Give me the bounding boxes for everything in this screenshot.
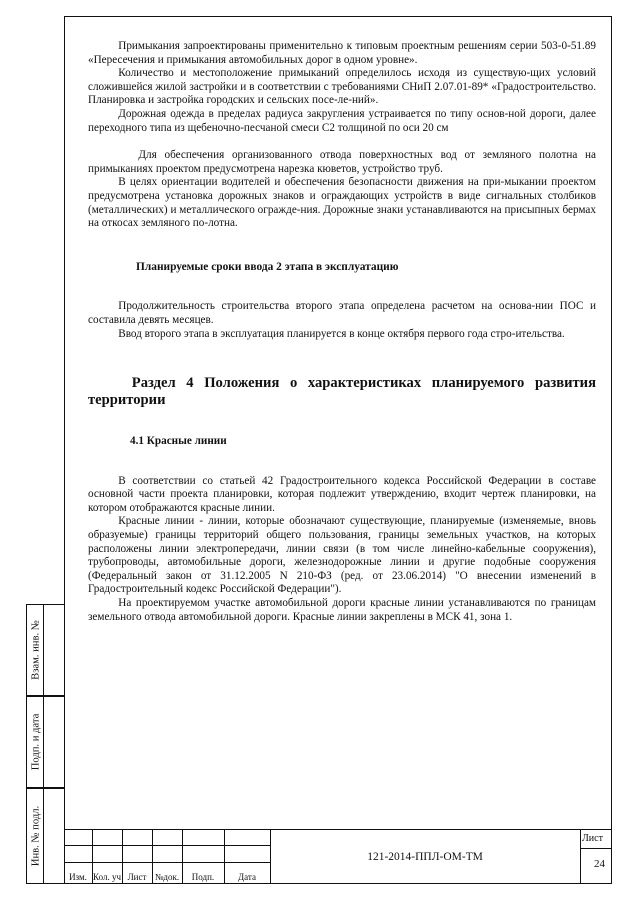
title-block bbox=[64, 829, 612, 884]
paragraph-duration: Продолжительность строительства второго этапа определена расчетом на основа-нии ПОС и составила девять месяцев. bbox=[88, 300, 596, 326]
paragraph-drainage: Для обеспечения организованного отвода поверхностных вод от земляного полотна на примыканиях проектом предусмотрена нарезка кюветов, устройство труб. bbox=[88, 149, 596, 175]
binding-strip bbox=[26, 604, 64, 884]
sheet-number: 24 bbox=[594, 858, 605, 870]
paragraph-pavement: Дорожная одежда в пределах радиуса закругления устраивается по типу основ-ной дороги, далее переходного типа из щебеночно-песчаной смеси С2 толщиной по оси 20 см bbox=[88, 107, 596, 134]
binding-label-inv-original: Инв. № подл. bbox=[30, 805, 42, 867]
document-body bbox=[88, 40, 596, 624]
stamp-col-count: Кол. уч bbox=[93, 872, 121, 882]
paragraph-red-lines-definition: Красные линии - линии, которые обозначают существующие, планируемые (изменяемые, вновь образуемые) границы территорий общего пользования, границы земельных участков, на которых расположены линии электропередачи, линии связи (в том числе линейно-кабельные сооружения), трубопроводы, автомобильные дороги, железнодорожные линии и другие подобные сооружения (Федеральный закон от 31.12.2005 N 210-ФЗ (ред. от 23.06.2014) "О внесении изменений в Градостроительный кодекс Российской Федерации"). bbox=[88, 515, 596, 596]
subsection-4-1-heading: 4.1 Красные линии bbox=[130, 435, 227, 448]
stamp-col-sheet: Лист bbox=[127, 872, 147, 882]
heading-stage-schedule: Планируемые сроки ввода 2 этапа в эксплуатацию bbox=[136, 260, 399, 273]
binding-label-inv-replace: Взам. инв. № bbox=[30, 620, 42, 680]
paragraph-article-42: В соответствии со статьей 42 Градостроительного кодекса Российской Федерации в составе основной части проекта планировки, которая подлежит утверждению, входит чертеж планировки, на котором отображаются красные линии. bbox=[88, 474, 596, 514]
paragraph-red-lines-site: На проектируемом участке автомобильной дороги красные линии устанавливаются по границам земельного отвода автомобильной дороги. Красные линии закреплены в МСК 41, зона 1. bbox=[88, 597, 596, 623]
binding-cell-inv-original bbox=[26, 788, 64, 884]
binding-cell-inv-replace bbox=[26, 604, 64, 696]
binding-label-sign-date: Подп. и дата bbox=[30, 713, 42, 771]
stamp-col-doc: №док. bbox=[154, 872, 180, 882]
binding-cell-sign-date bbox=[26, 696, 64, 788]
stamp-col-sign: Подп. bbox=[191, 872, 215, 882]
sheet-label: Лист bbox=[582, 833, 603, 844]
stamp-col-change: Изм. bbox=[69, 872, 87, 882]
section-4-heading: Раздел 4 Положения о характеристиках планируемого развития территории bbox=[88, 375, 596, 409]
paragraph-junction-count: Количество и местоположение примыканий определилось исходя из существую-щих условий сложившейся жилой застройки и в соответствии с требованиями СНиП 2.07.01-89* «Градостроительство. Планировка и застройка городских и сельских посе-ле-ний». bbox=[88, 67, 596, 107]
paragraph-junctions: Примыкания запроектированы применительно к типовым проектным решениям серии 503-0-51.89 «Пересечения и примыкания автомобильных дорог в одном уровне». bbox=[88, 40, 596, 66]
paragraph-safety: В целях ориентации водителей и обеспечения безопасности движения на при-мыкании проектом предусмотрена установка дорожных знаков и ограждающих устройств в виде сигнальных столбиков (металлических) и металлического огражде-ния. Дорожные знаки устанавливаются на присыпных бермах на откосах земляного по-лотна. bbox=[88, 176, 596, 230]
document-code: 121-2014-ППЛ-ОМ-ТМ bbox=[367, 851, 483, 863]
paragraph-commissioning: Ввод второго этапа в эксплуатация планируется в конце октября первого года стро-ительства. bbox=[118, 327, 565, 340]
stamp-col-date: Дата bbox=[238, 872, 256, 882]
